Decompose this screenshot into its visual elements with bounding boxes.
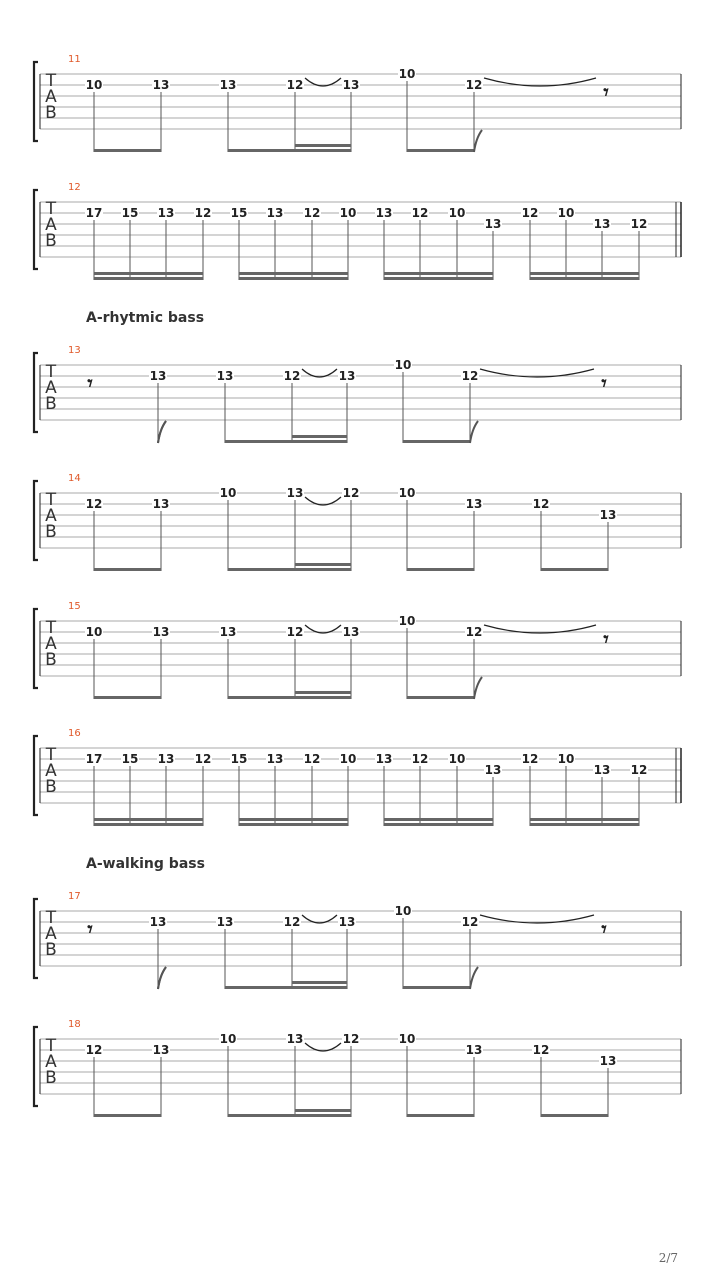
tab-clef-letter: A (45, 761, 57, 781)
beam-primary (94, 823, 203, 826)
beam-primary (228, 149, 351, 152)
fret-number: 10 (394, 904, 412, 918)
fret-number: 12 (465, 625, 483, 639)
eighth-flag (474, 130, 482, 152)
fret-number: 15 (121, 752, 139, 766)
fret-number: 12 (286, 78, 304, 92)
tab-clef-letter: B (45, 777, 57, 797)
beam-primary (225, 986, 347, 989)
fret-number: 13 (266, 206, 284, 220)
beam-secondary (530, 818, 639, 821)
beam-secondary (94, 818, 203, 821)
beam-secondary (295, 691, 351, 694)
fret-number: 10 (398, 614, 416, 628)
beam-secondary (295, 1109, 351, 1112)
fret-number: 13 (338, 369, 356, 383)
beam-primary (384, 823, 493, 826)
measure-number: 14 (68, 473, 81, 484)
fret-number: 13 (266, 752, 284, 766)
fret-number: 12 (411, 206, 429, 220)
fret-number: 13 (484, 217, 502, 231)
tab-clef-letter: B (45, 1068, 57, 1088)
fret-number: 13 (286, 486, 304, 500)
fret-number: 13 (149, 369, 167, 383)
eighth-flag (470, 421, 478, 443)
fret-number: 13 (599, 1054, 617, 1068)
fret-number: 10 (85, 625, 103, 639)
tab-clef-letter: T (45, 1036, 57, 1056)
fret-number: 12 (85, 497, 103, 511)
eighth-rest: 𝄾 (87, 917, 93, 941)
fret-number: 13 (375, 206, 393, 220)
beam-primary (239, 277, 348, 280)
fret-number: 12 (461, 369, 479, 383)
tab-clef-letter: T (45, 71, 57, 91)
fret-number: 13 (216, 915, 234, 929)
fret-number: 12 (532, 1043, 550, 1057)
fret-number: 13 (216, 369, 234, 383)
fret-number: 13 (342, 625, 360, 639)
tab-clef-letter: A (45, 1052, 57, 1072)
fret-number: 13 (593, 217, 611, 231)
beam-primary (94, 1114, 161, 1117)
fret-number: 12 (283, 915, 301, 929)
tab-clef-letter: B (45, 940, 57, 960)
tab-clef-letter: A (45, 924, 57, 944)
beam-secondary (239, 272, 348, 275)
fret-number: 12 (303, 206, 321, 220)
fret-number: 12 (521, 206, 539, 220)
beam-primary (239, 823, 348, 826)
fret-number: 12 (532, 497, 550, 511)
system-bracket (34, 899, 38, 978)
measure-number: 16 (68, 728, 81, 739)
tab-clef-letter: T (45, 362, 57, 382)
eighth-rest: 𝄾 (603, 627, 609, 651)
fret-number: 12 (342, 486, 360, 500)
fret-number: 13 (286, 1032, 304, 1046)
beam-secondary (384, 272, 493, 275)
beam-primary (530, 277, 639, 280)
fret-number: 10 (398, 486, 416, 500)
beam-primary (94, 277, 203, 280)
page-number: 2/7 (658, 1251, 678, 1265)
system-bracket (34, 609, 38, 688)
fret-number: 12 (630, 763, 648, 777)
tab-clef-letter: B (45, 103, 57, 123)
measure-number: 18 (68, 1019, 81, 1030)
fret-number: 10 (339, 752, 357, 766)
fret-number: 10 (219, 1032, 237, 1046)
section-label-walking: A-walking bass (86, 856, 205, 872)
beam-primary (228, 568, 351, 571)
tab-clef-letter: A (45, 87, 57, 107)
measure-number: 13 (68, 345, 81, 356)
fret-number: 10 (398, 67, 416, 81)
eighth-rest: 𝄾 (601, 371, 607, 395)
section-label-rhythmic: A-rhytmic bass (86, 310, 205, 326)
tab-clef-letter: B (45, 231, 57, 251)
measure-number: 12 (68, 182, 81, 193)
fret-number: 15 (230, 206, 248, 220)
tab-clef-letter: A (45, 215, 57, 235)
tab-clef-letter: B (45, 650, 57, 670)
fret-number: 10 (448, 206, 466, 220)
fret-number: 13 (152, 497, 170, 511)
eighth-rest: 𝄾 (601, 917, 607, 941)
fret-number: 12 (411, 752, 429, 766)
fret-number: 12 (461, 915, 479, 929)
fret-number: 12 (283, 369, 301, 383)
beam-secondary (295, 563, 351, 566)
fret-number: 13 (152, 1043, 170, 1057)
fret-number: 17 (85, 206, 103, 220)
beam-primary (94, 568, 161, 571)
beam-primary (530, 823, 639, 826)
beam-secondary (530, 272, 639, 275)
beam-primary (407, 149, 474, 152)
fret-number: 12 (465, 78, 483, 92)
system-bracket (34, 736, 38, 815)
eighth-flag (158, 421, 166, 443)
fret-number: 12 (85, 1043, 103, 1057)
tab-clef-letter: T (45, 618, 57, 638)
fret-number: 13 (149, 915, 167, 929)
fret-number: 10 (85, 78, 103, 92)
beam-primary (384, 277, 493, 280)
fret-number: 13 (375, 752, 393, 766)
tab-clef-letter: T (45, 199, 57, 219)
fret-number: 13 (465, 497, 483, 511)
beam-primary (94, 149, 161, 152)
fret-number: 12 (630, 217, 648, 231)
fret-number: 13 (342, 78, 360, 92)
tab-clef-letter: T (45, 745, 57, 765)
beam-primary (407, 1114, 474, 1117)
fret-number: 13 (338, 915, 356, 929)
system-bracket (34, 353, 38, 432)
fret-number: 15 (121, 206, 139, 220)
beam-secondary (292, 435, 347, 438)
measure-number: 15 (68, 601, 81, 612)
beam-primary (403, 440, 470, 443)
beam-secondary (384, 818, 493, 821)
fret-number: 10 (219, 486, 237, 500)
fret-number: 13 (219, 625, 237, 639)
fret-number: 10 (557, 206, 575, 220)
tab-clef-letter: A (45, 634, 57, 654)
fret-number: 13 (152, 78, 170, 92)
fret-number: 13 (157, 752, 175, 766)
eighth-flag (470, 967, 478, 989)
eighth-rest: 𝄾 (603, 80, 609, 104)
eighth-flag (158, 967, 166, 989)
tab-clef-letter: T (45, 908, 57, 928)
system-bracket (34, 481, 38, 560)
tab-clef-letter: B (45, 394, 57, 414)
fret-number: 12 (194, 206, 212, 220)
beam-primary (541, 568, 608, 571)
fret-number: 10 (557, 752, 575, 766)
fret-number: 13 (465, 1043, 483, 1057)
fret-number: 15 (230, 752, 248, 766)
beam-primary (403, 986, 470, 989)
fret-number: 17 (85, 752, 103, 766)
fret-number: 10 (448, 752, 466, 766)
beam-secondary (292, 981, 347, 984)
tab-clef-letter: A (45, 506, 57, 526)
measure-number: 11 (68, 54, 81, 65)
fret-number: 13 (599, 508, 617, 522)
fret-number: 13 (484, 763, 502, 777)
tab-clef-letter: T (45, 490, 57, 510)
fret-number: 13 (157, 206, 175, 220)
fret-number: 12 (194, 752, 212, 766)
beam-primary (407, 568, 474, 571)
fret-number: 10 (398, 1032, 416, 1046)
beam-primary (407, 696, 474, 699)
beam-primary (228, 1114, 351, 1117)
fret-number: 10 (339, 206, 357, 220)
fret-number: 12 (342, 1032, 360, 1046)
beam-primary (225, 440, 347, 443)
beam-secondary (295, 144, 351, 147)
beam-primary (94, 696, 161, 699)
fret-number: 13 (219, 78, 237, 92)
tab-clef-letter: A (45, 378, 57, 398)
fret-number: 12 (303, 752, 321, 766)
system-bracket (34, 62, 38, 141)
eighth-flag (474, 677, 482, 699)
system-bracket (34, 190, 38, 269)
fret-number: 12 (521, 752, 539, 766)
fret-number: 13 (152, 625, 170, 639)
system-bracket (34, 1027, 38, 1106)
tab-clef-letter: B (45, 522, 57, 542)
eighth-rest: 𝄾 (87, 371, 93, 395)
beam-primary (541, 1114, 608, 1117)
measure-number: 17 (68, 891, 81, 902)
beam-secondary (94, 272, 203, 275)
fret-number: 12 (286, 625, 304, 639)
beam-secondary (239, 818, 348, 821)
fret-number: 13 (593, 763, 611, 777)
beam-primary (228, 696, 351, 699)
fret-number: 10 (394, 358, 412, 372)
